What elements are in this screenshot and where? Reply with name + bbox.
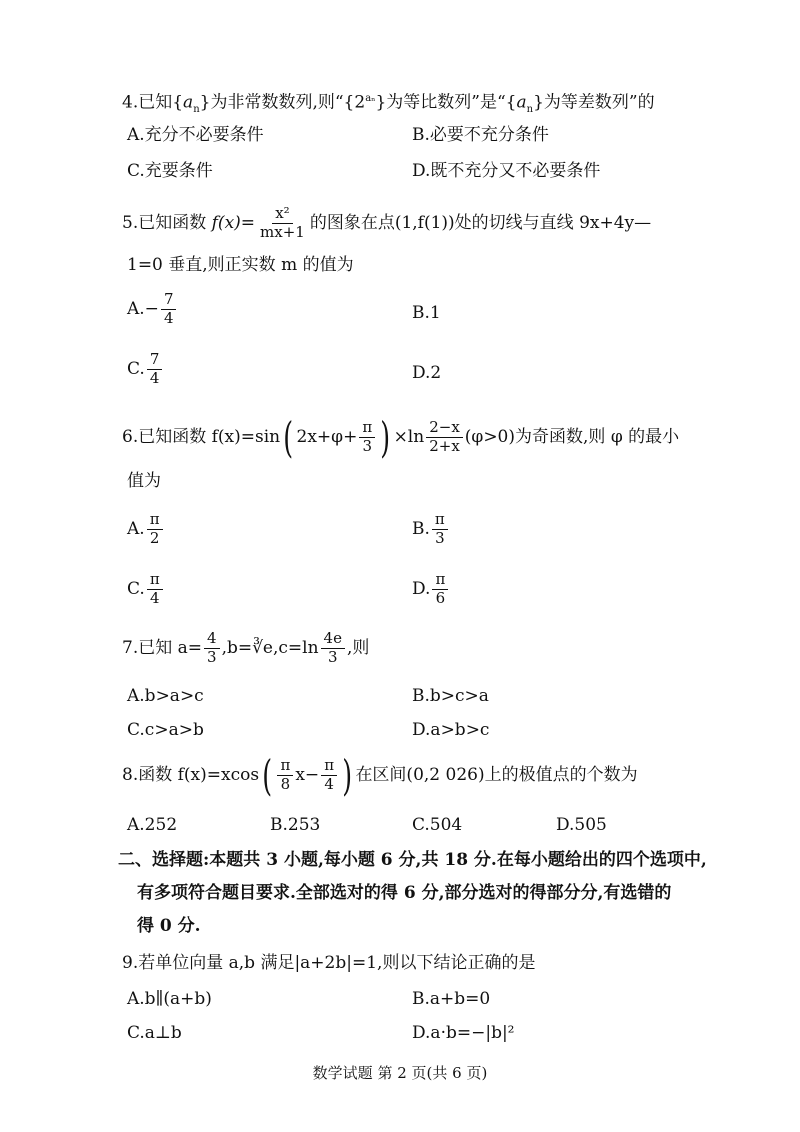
q8-eight: 8	[280, 775, 291, 793]
q7-option-c: C.c>a>b	[127, 720, 204, 740]
q7-option-d: D.a>b>c	[412, 720, 490, 740]
q7-a-num: 4	[204, 631, 220, 649]
q6-stem-line2: 值为	[127, 471, 161, 491]
q4-option-d: D.既不充分又不必要条件	[412, 161, 601, 181]
q5-c-den: 4	[149, 368, 160, 387]
q5-option-b: B.1	[412, 303, 441, 323]
q5-fraction	[257, 206, 308, 241]
q4-stem	[122, 88, 655, 121]
q6-a-num: π	[147, 512, 163, 530]
q6-times-ln: ×ln	[393, 427, 425, 447]
q4-sub-n2: n	[526, 104, 534, 116]
q7-c-frac	[321, 631, 345, 666]
q8-stem	[122, 752, 638, 798]
q9-option-c: C.a⊥b	[127, 1023, 182, 1043]
q4-option-c: C.充要条件	[127, 161, 213, 181]
q8-option-d: D.505	[556, 815, 607, 835]
q6-ln-num: 2−x	[426, 420, 463, 438]
section2-line3: 得 0 分.	[137, 916, 201, 936]
q6-ln-frac	[426, 420, 463, 455]
q8-right-paren: )	[342, 750, 353, 800]
q6-b-frac	[432, 512, 448, 547]
q4-sup-an: aₙ	[365, 93, 376, 104]
q6-three: 3	[362, 437, 373, 455]
q6-option-a	[127, 512, 165, 547]
q4-stem-part3: }为等比数列”是“{	[375, 92, 517, 113]
q4-option-a: A.充分不必要条件	[127, 125, 264, 145]
q6-d-num: π	[432, 572, 448, 590]
q6-right-paren: )	[380, 412, 391, 462]
q5-stem-part2: 的图象在点(1,f(1))处的切线与直线 9x+4y—	[309, 213, 652, 233]
q6-a-den: 2	[149, 528, 160, 547]
q5-stem	[122, 203, 651, 243]
q7-stem-part1: 7.已知 a=	[122, 638, 203, 658]
q5-c-prefix: C.	[127, 358, 145, 379]
page-footer: 数学试题 第 2 页(共 6 页)	[312, 1064, 488, 1082]
q9-option-a: A.b∥(a+b)	[127, 989, 212, 1009]
q7-option-a: A.b>a>c	[127, 686, 204, 706]
q6-pi: π	[359, 420, 375, 438]
q7-c-num: 4e	[321, 631, 345, 649]
q8-pi8-frac	[277, 758, 293, 793]
q9-option-b: B.a+b=0	[412, 989, 491, 1009]
q4-stem-part2: }为非常数数列,则“{2	[199, 92, 366, 113]
q5-c-num: 7	[147, 352, 163, 370]
q4-var-a: a	[183, 92, 194, 113]
q4-option-b: B.必要不充分条件	[412, 125, 549, 145]
q6-a-prefix: A.	[127, 518, 145, 539]
q5-option-a	[127, 292, 178, 327]
q5-a-frac	[161, 292, 177, 327]
q6-pi-frac	[359, 420, 375, 455]
q7-option-b: B.b>c>a	[412, 686, 489, 706]
q8-pi-num2: π	[321, 758, 337, 776]
q6-d-frac	[432, 572, 448, 607]
q6-stem-part2: (φ>0)为奇函数,则 φ 的最小	[464, 427, 680, 447]
section2-line1: 二、选择题:本题共 3 小题,每小题 6 分,共 18 分.在每小题给出的四个选项中,	[118, 850, 707, 870]
q5-frac-den: mx+1	[260, 223, 305, 241]
q6-c-frac	[147, 572, 163, 607]
q6-b-den: 3	[435, 528, 445, 547]
q6-ln-den: 2+x	[429, 437, 460, 455]
q5-a-den: 4	[163, 308, 174, 327]
q4-stem-part1: 4.已知{	[122, 92, 184, 113]
q6-inner: 2x+φ+	[296, 427, 358, 447]
q4-stem-part4: }为等差数列”的	[533, 92, 655, 113]
q6-a-frac	[147, 512, 163, 547]
q6-stem-part1: 6.已知函数 f(x)=sin	[122, 427, 281, 447]
q8-stem-part1: 8.函数 f(x)=xcos	[122, 765, 260, 785]
q7-c-den: 3	[327, 648, 338, 666]
q5-stem-part1: 5.已知函数	[122, 213, 207, 233]
q6-option-b	[412, 512, 450, 547]
q6-left-paren: (	[283, 412, 294, 462]
q8-left-paren: (	[262, 750, 273, 800]
q6-c-den: 4	[149, 588, 160, 607]
q8-mid: x−	[295, 765, 320, 785]
q6-c-num: π	[147, 572, 163, 590]
q7-stem-part3: ,则	[346, 638, 370, 658]
q6-d-den: 6	[435, 588, 446, 607]
q9-option-d: D.a·b=−|b|²	[412, 1023, 515, 1043]
q7-stem	[122, 628, 369, 668]
q7-stem-part2: ,b=∛e,c=ln	[221, 638, 319, 658]
q9-stem: 9.若单位向量 a,b 满足|a+2b|=1,则以下结论正确的是	[122, 953, 536, 973]
q6-stem	[122, 414, 679, 460]
q6-b-num: π	[432, 512, 448, 530]
q8-option-c: C.504	[412, 815, 463, 835]
q8-pi-num1: π	[277, 758, 293, 776]
q5-a-prefix: A.−	[127, 298, 159, 319]
q5-a-num: 7	[161, 292, 177, 310]
q5-fx: f(x)=	[211, 213, 256, 233]
q6-option-c	[127, 572, 165, 607]
q5-option-c	[127, 352, 164, 387]
q8-four: 4	[324, 775, 334, 793]
q6-b-prefix: B.	[412, 518, 430, 539]
q7-a-den: 3	[207, 648, 217, 666]
q5-option-d: D.2	[412, 363, 442, 383]
q6-option-d	[412, 572, 450, 607]
q7-a-frac	[204, 631, 220, 666]
q6-d-prefix: D.	[412, 578, 431, 599]
q4-sub-n: n	[193, 104, 200, 116]
q5-frac-num: x²	[272, 206, 292, 224]
q8-pi4-frac	[321, 758, 337, 793]
q8-option-a: A.252	[127, 815, 178, 835]
q6-c-prefix: C.	[127, 578, 145, 599]
q5-stem-line2: 1=0 垂直,则正实数 m 的值为	[127, 255, 354, 275]
q4-var-a2: a	[516, 92, 527, 113]
q5-c-frac	[147, 352, 163, 387]
q8-option-b: B.253	[270, 815, 321, 835]
q8-stem-part2: 在区间(0,2 026)上的极值点的个数为	[355, 765, 638, 785]
section2-line2: 有多项符合题目要求.全部选对的得 6 分,部分选对的得部分分,有选错的	[137, 883, 672, 903]
